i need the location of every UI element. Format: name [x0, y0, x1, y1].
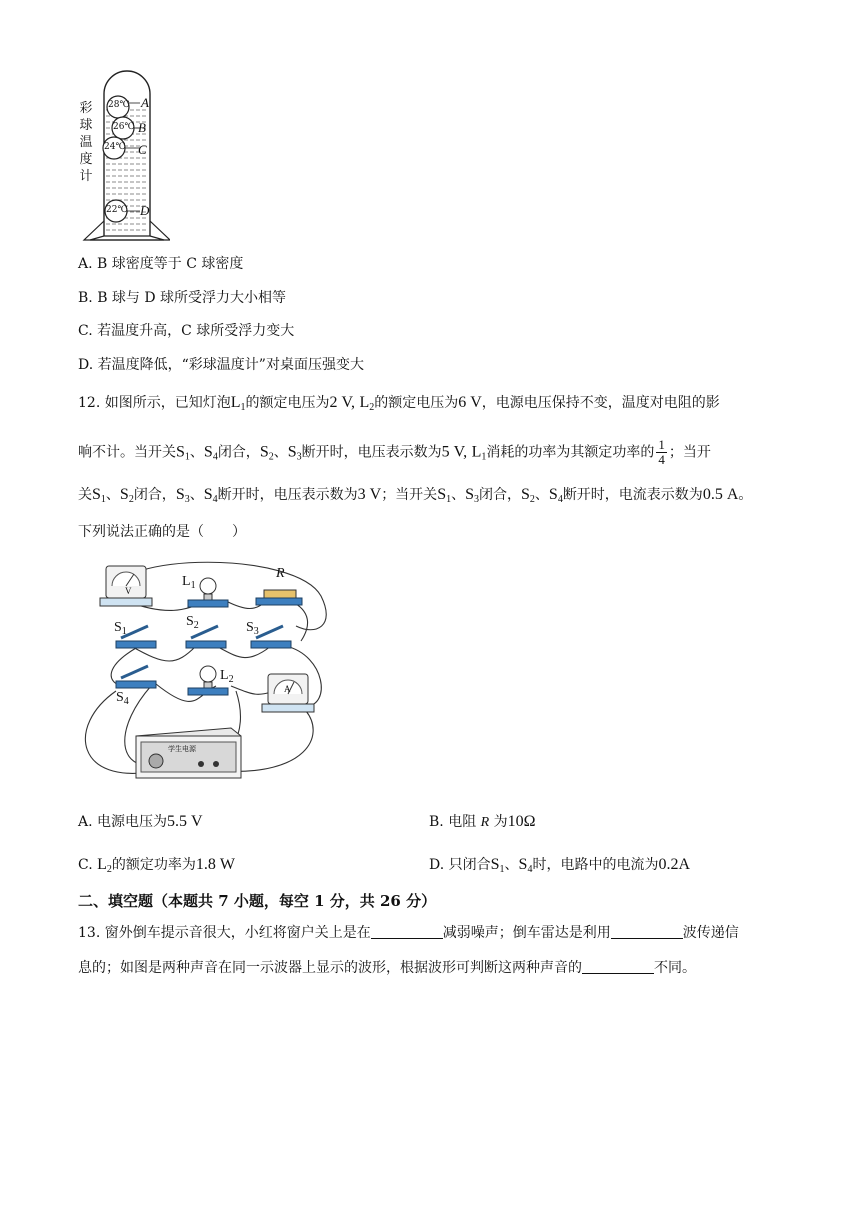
- q11-option-d: D. 若温度降低，“彩球温度计”对桌面压强变大: [78, 357, 364, 373]
- ball-letter-b: B: [138, 120, 146, 135]
- q12-option-c: C. $L_2$的额定功率为1.8 W: [78, 856, 236, 875]
- resistor-r-label: R: [276, 566, 285, 581]
- q11-option-a: A. B 球密度等于 C 球密度: [78, 256, 244, 272]
- q13-blank-2[interactable]: [611, 924, 683, 939]
- q13-blank-3[interactable]: [582, 959, 654, 974]
- q12-line-2: 响不计。当开关$S_1$、$S_4$闭合，$S_2$、$S_3$断开时，电压表示数为5 V, $L_1$消耗的功率为其额定功率的 $\frac{1}{4}$ ；当开: [78, 437, 711, 467]
- switch-s2-label: $S_2$: [186, 614, 199, 631]
- ammeter-label: A: [284, 684, 291, 694]
- circuit-drawing: [76, 556, 336, 794]
- q12-option-d: D. 只闭合$S_1$、$S_4$时，电路中的电流为0.2A: [429, 856, 691, 875]
- color-ball-thermometer-drawing: [60, 66, 170, 244]
- q11-option-b: B. B 球与 D 球所受浮力大小相等: [78, 290, 287, 306]
- ball-temp-label-24: 24℃: [104, 142, 126, 152]
- q11-option-c: C. 若温度升高，C 球所受浮力变大: [78, 323, 295, 339]
- voltmeter-label: V: [125, 586, 132, 596]
- power-supply-label: 学生电源: [168, 745, 196, 753]
- thermometer-figure: [60, 66, 170, 244]
- q12-option-a: A. 电源电压为5.5 V: [78, 813, 203, 830]
- ball-letter-c: C: [138, 142, 147, 157]
- ball-temp-label-28: 28℃: [108, 100, 130, 110]
- q12-line-4: 下列说法正确的是（ ）: [78, 524, 246, 540]
- circuit-figure: [76, 556, 336, 794]
- ball-temp-label-22: 22℃: [106, 205, 128, 215]
- q12-line-1: 12. 如图所示，已知灯泡$L_1$的额定电压为2 V, $L_2$的额定电压为6 V，电源电压保持不变，温度对电阻的影: [78, 394, 720, 413]
- q12-option-b: B. 电阻 R 为10Ω: [429, 813, 536, 830]
- thermometer-side-label: 彩球温度计: [79, 101, 93, 184]
- lamp-l1-label: $L_1$: [182, 574, 196, 591]
- one-quarter-fraction: $\frac{1}{4}$: [658, 437, 665, 467]
- q12-line-3: 关$S_1$、$S_2$闭合，$S_3$、$S_4$断开时，电压表示数为3 V；当开关$S_1$、$S_3$闭合，$S_2$、$S_4$断开时，电流表示数为0.5 A。: [78, 486, 753, 505]
- ball-letter-d: D: [140, 203, 150, 218]
- q13-line-1: 13. 窗外倒车提示音很大，小红将窗户关上是在 减弱噪声；倒车雷达是利用 波传递信: [78, 925, 739, 941]
- section-2-heading: 二、填空题（本题共 7 小题，每空 1 分，共 26 分）: [78, 892, 437, 910]
- q13-blank-1[interactable]: [371, 924, 443, 939]
- switch-s3-label: $S_3$: [246, 620, 259, 637]
- switch-s1-label: $S_1$: [114, 620, 127, 637]
- q13-line-2: 息的；如图是两种声音在同一示波器上显示的波形，根据波形可判断这两种声音的 不同。: [78, 960, 696, 976]
- ball-letter-a: A: [141, 95, 149, 110]
- lamp-l2-label: $L_2$: [220, 668, 234, 685]
- ball-temp-label-26: 26℃: [113, 122, 135, 132]
- switch-s4-label: $S_4$: [116, 690, 129, 707]
